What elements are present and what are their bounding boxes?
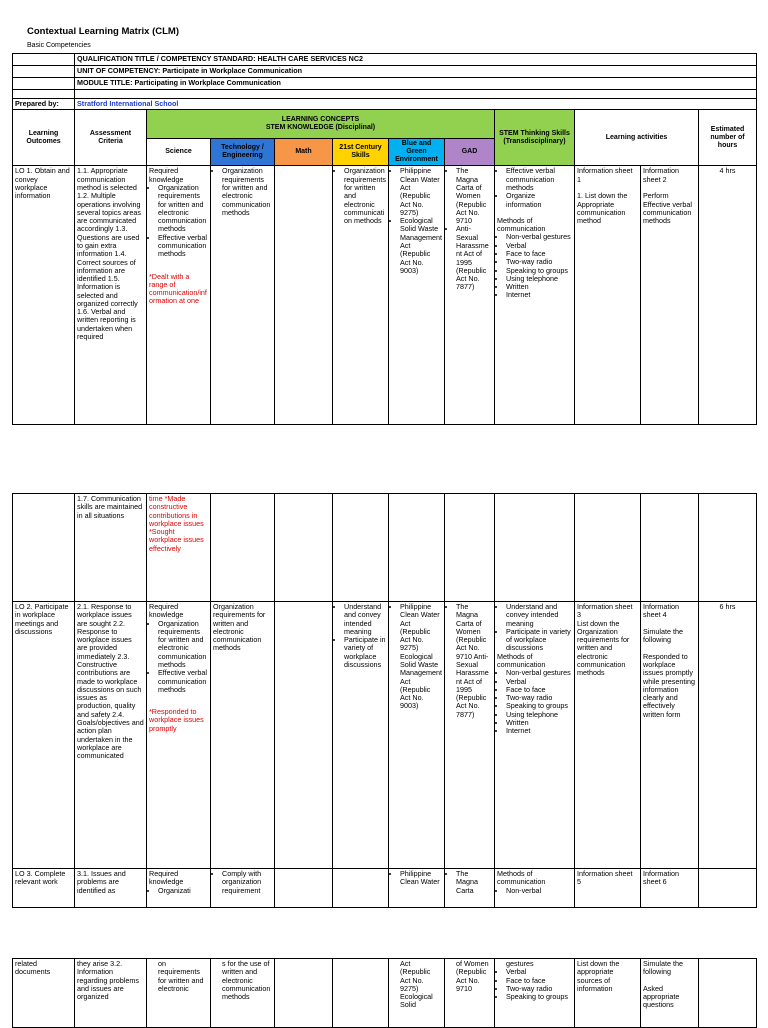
prepared-by-value: Stratford International School [75, 99, 757, 110]
table-row-lo2 [13, 602, 757, 869]
lo1-gad: • The Magna Carta of Women (Republic Act No. 9710 • Anti-Sexual Harassment Act of 1995 (Republic Act No. 7877) [445, 166, 495, 425]
lo2-science: Required knowledge • Organization requirements for written and electronic communication methods • Effective verbal communication methods *Responded to workplace issues promptly [147, 602, 211, 869]
lo2-outcome: LO 2. Participate in workplace meetings and discussions [13, 602, 75, 869]
clm-table-page2 [12, 493, 757, 908]
header-assessment-criteria: Assessment Criteria [75, 110, 147, 166]
table-row-lo3 [13, 869, 757, 908]
header-science: Science [147, 139, 211, 166]
lo2-gad: • The Magna Carta of Women (Republic Act No. 9710 Anti-Sexual Harassment Act of 1995 (Republic Act No. 7877) [445, 602, 495, 869]
header-21st-century: 21st Century Skills [333, 139, 389, 166]
lo3-science-continued: on requirements for written and electronic [147, 959, 211, 1028]
lo3-science: Required knowledge • Organizati [147, 869, 211, 908]
header-learning-activities: Learning activities [575, 110, 699, 166]
header-estimated-hours: Estimated number of hours [699, 110, 757, 166]
lo2-activity-2: Information sheet 4 Simulate the following Responded to workplace issues promptly while presenting information clearly and effectively written form [641, 602, 699, 869]
header-math: Math [275, 139, 333, 166]
lo3-outcome: LO 3. Complete relevant work [13, 869, 75, 908]
lo3-stem-thinking: Methods of communication • Non-verbal [495, 869, 575, 908]
header-technology: Technology / Engineering [211, 139, 275, 166]
lo1-technology: • Organization requirements for written and electronic communication methods [211, 166, 275, 425]
lo1-stem-thinking: • Effective verbal communication methods • Organize information Methods of communication • Non-verbal gestures • Verbal • Face to face • Two-way radio • Speaking to groups • Using telephone • Written • Internet [495, 166, 575, 425]
lo3-activity-2: Information sheet 6 [641, 869, 699, 908]
lo3-activity-1: Information sheet 5 [575, 869, 641, 908]
lo3-activity-2-continued: Simulate the following Asked appropriate questions [641, 959, 699, 1028]
lo3-blue-green-continued: Act (Republic Act No. 9275) Ecological Solid [389, 959, 445, 1028]
lo1-activity-2: Information sheet 2 Perform Effective verbal communication methods [641, 166, 699, 425]
clm-table-page1 [12, 53, 757, 425]
table-row-lo3-continued [13, 959, 757, 1028]
module-row: MODULE TITLE: Participating in Workplace Communication [75, 78, 757, 90]
lo1-math [275, 166, 333, 425]
header-learning-concepts: LEARNING CONCEPTS STEM KNOWLEDGE (Disciplinal) [147, 110, 495, 139]
doc-subtitle: Basic Competencies [27, 42, 91, 49]
lo2-stem-thinking: • Understand and convey intended meaning • Participate in variety of workplace discussions Methods of communication • Non-verbal gestures • Verbal • Face to face • Two-way radio • Speaking to groups • Using telephone • Written • Internet [495, 602, 575, 869]
lo1-blue-green: • Philippine Clean Water Act (Republic Act No. 9275) • Ecological Solid Waste Management Act (Republic Act No. 9003) [389, 166, 445, 425]
header-stem-thinking: STEM Thinking Skills (Transdisciplinary) [495, 110, 575, 166]
doc-title: Contextual Learning Matrix (CLM) [27, 26, 180, 37]
lo1-activity-1: Information sheet 1 1. List down the Appropriate communication method [575, 166, 641, 425]
qualification-row: QUALIFICATION TITLE / COMPETENCY STANDARD: HEALTH CARE SERVICES NC2 [75, 54, 757, 66]
clm-table-page3 [12, 958, 757, 1028]
lo1-criteria: 1.1. Appropriate communication method is selected 1.2. Multiple operations involving several topics areas are communicated accordingly 1.3. Questions are used to gain extra information 1.4. Correct sources of information are identified 1.5. Information is selected and organized correctly 1.6. Verbal and written reporting is undertaken when required [75, 166, 147, 425]
prepared-by-label: Prepared by: [13, 99, 75, 110]
header-blue-green: Blue and Green Environment [389, 139, 445, 166]
lo2-hours: 6 hrs [699, 602, 757, 869]
lo1-science: Required knowledge • Organization requirements for written and electronic communication methods • Effective verbal communication methods *Dealt with a range of communication/information at one [147, 166, 211, 425]
lo2-activity-1: Information sheet 3 List down the Organization requirements for written and electronic communication methods [575, 602, 641, 869]
table-row-lo1 [13, 166, 757, 425]
lo2-century: • Understand and convey intended meaning • Participate in variety of workplace discussions [333, 602, 389, 869]
lo3-criteria: 3.1. Issues and problems are identified as [75, 869, 147, 908]
lo1-outcome: LO 1. Obtain and convey workplace information [13, 166, 75, 425]
lo3-criteria-continued: they arise 3.2. Information regarding problems and issues are organized [75, 959, 147, 1028]
lo1-hours: 4 hrs [699, 166, 757, 425]
unit-row: UNIT OF COMPETENCY: Participate in Workplace Communication [75, 66, 757, 78]
lo2-technology: Organization requirements for written and electronic communication methods [211, 602, 275, 869]
lo3-gad: • The Magna Carta [445, 869, 495, 908]
lo3-activity-1-continued: List down the appropriate sources of information [575, 959, 641, 1028]
lo1-century: • Organization requirements for written and electronic communication methods [333, 166, 389, 425]
lo3-outcome-continued: related documents [13, 959, 75, 1028]
lo1-science-continued: time *Made constructive contributions in workplace issues *Sought workplace issues effectively [147, 494, 211, 602]
lo3-technology-continued: s for the use of written and electronic communication methods [211, 959, 275, 1028]
header-gad: GAD [445, 139, 495, 166]
lo1-criteria-continued: 1.7. Communication skills are maintained in all situations [75, 494, 147, 602]
lo3-stem-continued: gestures • Verbal • Face to face • Two-way radio • Speaking to groups [495, 959, 575, 1028]
lo3-gad-continued: of Women (Republic Act No. 9710 [445, 959, 495, 1028]
lo2-blue-green: • Philippine Clean Water Act (Republic Act No. 9275) Ecological Solid Waste Management Act (Republic Act No. 9003) [389, 602, 445, 869]
table-row-lo1-continued [13, 494, 757, 602]
header-learning-outcomes: Learning Outcomes [13, 110, 75, 166]
lo3-technology: • Comply with organization requirement [211, 869, 275, 908]
lo2-math [275, 602, 333, 869]
lo2-criteria: 2.1. Response to workplace issues are sought 2.2. Response to workplace issues are provided immediately 2.3. Constructive contributions are made to workplace discussions on such issues as production, quality and safety 2.4. Goals/objectives and action plan undertaken in the workplace are communicated [75, 602, 147, 869]
lo3-blue-green: • Philippine Clean Water [389, 869, 445, 908]
